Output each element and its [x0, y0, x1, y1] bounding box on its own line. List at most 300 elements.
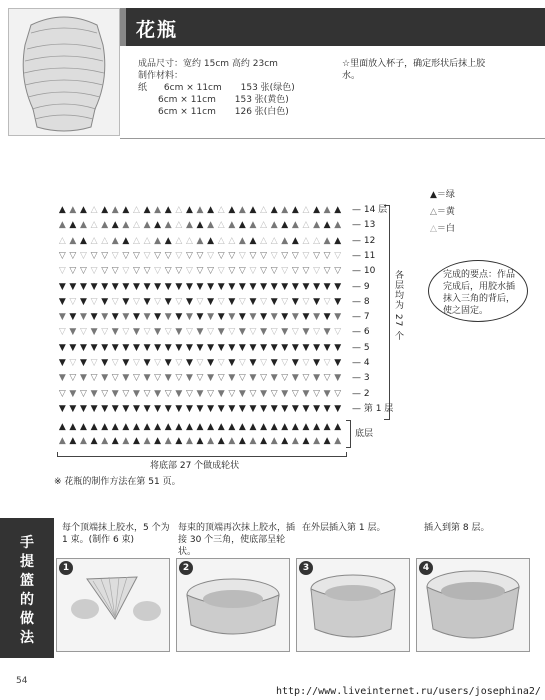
triangle-icon: ▼: [69, 388, 77, 399]
triangle-icon: ▲: [217, 422, 225, 432]
triangle-icon: ▼: [122, 373, 130, 384]
triangle-icon: ▽: [291, 266, 299, 277]
triangle-icon: ▲: [323, 436, 331, 446]
triangle-icon: ▽: [217, 358, 225, 368]
triangle-icon: ▽: [90, 250, 98, 261]
triangle-icon: ▲: [175, 422, 183, 432]
triangle-icon: ▽: [228, 250, 236, 261]
triangle-icon: ▼: [313, 342, 320, 353]
triangle-icon: ▽: [69, 358, 77, 368]
triangle-row: [57, 220, 343, 230]
row-label: — 4: [352, 358, 370, 368]
triangle-icon: ▽: [175, 296, 183, 307]
triangle-icon: ▼: [291, 296, 299, 307]
triangle-icon: ▼: [270, 312, 278, 323]
triangle-icon: ▽: [58, 388, 66, 399]
triangle-icon: ▽: [196, 266, 204, 277]
title-bar: [120, 8, 545, 46]
triangle-icon: ▲: [334, 235, 342, 246]
triangle-icon: ▼: [132, 388, 140, 399]
reference-note: ※ 花瓶的制作方法在第 51 页。: [54, 477, 181, 487]
triangle-icon: ▼: [323, 281, 331, 292]
triangle-icon: ▼: [111, 312, 119, 323]
triangle-icon: ▼: [69, 342, 77, 353]
triangle-icon: ▽: [164, 327, 172, 338]
triangle-icon: ▲: [101, 205, 109, 215]
triangle-icon: ▼: [281, 327, 289, 338]
triangle-icon: ▽: [101, 266, 109, 277]
triangle-icon: ▲: [69, 436, 77, 446]
triangle-icon: ▼: [101, 342, 109, 353]
triangle-icon: ▽: [270, 327, 278, 338]
triangle-icon: ▼: [260, 327, 268, 338]
triangle-icon: ▼: [164, 358, 172, 368]
triangle-icon: ▼: [175, 312, 183, 323]
triangle-icon: ▼: [111, 388, 119, 399]
triangle-icon: ▽: [122, 327, 130, 338]
triangle-icon: ▲: [228, 220, 236, 231]
triangle-icon: ▽: [291, 250, 299, 261]
triangle-icon: ▽: [122, 266, 130, 277]
triangle-icon: ▼: [122, 342, 130, 353]
triangle-icon: ▼: [58, 312, 66, 323]
triangle-icon: ▼: [249, 296, 257, 307]
footer-url[interactable]: http://www.liveinternet.ru/users/josephina2/: [276, 686, 541, 697]
triangle-row: [57, 205, 343, 215]
triangle-icon: △: [302, 220, 310, 231]
triangle-row: [57, 373, 343, 383]
page-number: 54: [16, 676, 28, 686]
legend-text: ＝绿: [436, 190, 455, 200]
triangle-icon: ▼: [143, 358, 151, 368]
triangle-icon: ▲: [80, 422, 87, 432]
triangle-icon: ▽: [207, 327, 215, 338]
triangle-icon: ▲: [228, 422, 236, 432]
triangle-icon: ▽: [164, 250, 172, 261]
triangle-icon: ▼: [334, 342, 342, 353]
triangle-icon: ▽: [217, 373, 225, 384]
triangle-icon: ▼: [111, 281, 119, 292]
triangle-icon: ▲: [122, 220, 130, 231]
triangle-icon: ▽: [281, 250, 289, 261]
triangle-icon: ▽: [132, 373, 140, 384]
triangle-icon: ▽: [143, 250, 151, 261]
triangle-icon: ▲: [281, 422, 289, 432]
triangle-icon: ▽: [207, 250, 215, 261]
triangle-icon: ▼: [238, 312, 246, 323]
triangle-icon: ▲: [334, 422, 342, 432]
triangle-icon: ▽: [207, 388, 215, 399]
triangle-icon: ▲: [69, 422, 77, 432]
triangle-icon: ▼: [217, 342, 225, 353]
triangle-icon: ▼: [334, 373, 342, 384]
triangle-icon: △: [132, 220, 140, 231]
triangle-row: [57, 327, 343, 337]
triangle-icon: ▼: [302, 281, 310, 292]
triangle-icon: ▼: [164, 296, 172, 307]
triangle-icon: ▼: [217, 403, 225, 414]
triangle-icon: ▽: [302, 358, 310, 368]
triangle-icon: ▽: [260, 296, 268, 307]
triangle-icon: ▽: [228, 266, 236, 277]
triangle-icon: ▽: [90, 358, 98, 368]
triangle-icon: ▼: [207, 296, 215, 307]
row-label: — 第 1 层: [352, 403, 394, 414]
step-number-badge: 1: [59, 561, 73, 575]
triangle-icon: ▲: [164, 422, 172, 432]
triangle-icon: ▽: [80, 327, 87, 338]
triangle-icon: ▲: [132, 436, 140, 446]
triangle-icon: ▼: [58, 358, 66, 368]
layers-bracket: [384, 205, 390, 420]
triangle-icon: ▲: [270, 436, 278, 446]
triangle-icon: ▲: [323, 220, 331, 231]
section-title-char: 做: [20, 611, 34, 627]
triangle-icon: ▽: [175, 266, 183, 277]
triangle-icon: ▲: [143, 220, 151, 231]
triangle-icon: ▼: [196, 388, 204, 399]
triangle-icon: ▽: [281, 358, 289, 368]
triangle-icon: ▲: [260, 422, 268, 432]
triangle-icon: ▼: [217, 312, 225, 323]
size-line: 成品尺寸：宽约 15cm 高约 23cm: [138, 59, 278, 69]
triangle-row: [57, 297, 343, 307]
triangle-icon: ▼: [228, 373, 236, 384]
triangle-icon: ▼: [111, 327, 119, 338]
triangle-icon: ▲: [291, 205, 299, 215]
triangle-icon: ▽: [154, 266, 162, 277]
triangle-icon: ▼: [196, 281, 204, 292]
triangle-icon: ▼: [260, 312, 268, 323]
triangle-icon: ▼: [143, 342, 151, 353]
row-label: — 7: [352, 312, 370, 323]
triangle-icon: ▲: [196, 205, 204, 215]
vase-photo: [8, 8, 120, 136]
legend-text: ＝黄: [436, 207, 455, 217]
triangle-icon: ▼: [175, 281, 183, 292]
base-label: 底层: [355, 429, 374, 439]
triangle-icon: ▼: [143, 281, 151, 292]
triangle-icon: ▼: [313, 373, 320, 384]
triangle-icon: ▽: [313, 327, 320, 338]
triangle-icon: ▼: [291, 312, 299, 323]
triangle-icon: ▼: [164, 373, 172, 384]
triangle-icon: ▽: [249, 327, 257, 338]
triangle-icon: ▼: [302, 312, 310, 323]
triangle-icon: ▼: [90, 312, 98, 323]
triangle-icon: ▼: [260, 403, 268, 414]
triangle-icon: ▼: [281, 388, 289, 399]
triangle-icon: ▲: [143, 205, 151, 215]
page-title: 花瓶: [136, 19, 179, 41]
triangle-icon: ▼: [80, 312, 87, 323]
triangle-icon: ▼: [270, 342, 278, 353]
row-label: — 9: [352, 281, 370, 292]
triangle-icon: ▲: [313, 436, 320, 446]
triangle-icon: ▽: [302, 266, 310, 277]
triangle-icon: ▲: [164, 205, 172, 215]
triangle-icon: ▽: [58, 327, 66, 338]
triangle-icon: ▽: [249, 388, 257, 399]
layers-side-label: 各层均为 27 个: [393, 270, 403, 342]
triangle-icon: ▼: [207, 403, 215, 414]
triangle-icon: ▽: [154, 358, 162, 368]
row-label: — 2: [352, 388, 370, 399]
triangle-icon: ▼: [302, 403, 310, 414]
triangle-icon: ▼: [313, 403, 320, 414]
triangle-icon: ▲: [196, 422, 204, 432]
step-number-badge: 3: [299, 561, 313, 575]
triangle-icon: ▲: [80, 235, 87, 246]
triangle-icon: ▲: [334, 205, 342, 215]
triangle-icon: ▲: [313, 205, 320, 215]
triangle-icon: ▼: [122, 358, 130, 368]
triangle-icon: ▼: [228, 281, 236, 292]
step-photo-4: [416, 558, 530, 652]
triangle-icon: ▼: [281, 342, 289, 353]
triangle-icon: ▽: [281, 266, 289, 277]
triangle-icon: ▼: [101, 358, 109, 368]
triangle-icon: ▽: [323, 250, 331, 261]
triangle-icon: △: [90, 235, 98, 246]
triangle-icon: ▽: [90, 296, 98, 307]
triangle-icon: ▽: [111, 373, 119, 384]
triangle-icon: ▽: [143, 327, 151, 338]
base-brace: [57, 452, 347, 457]
triangle-icon: ▲: [323, 235, 331, 246]
triangle-icon: ▽: [122, 250, 130, 261]
triangle-icon: ▲: [80, 205, 87, 215]
triangle-icon: ▼: [249, 342, 257, 353]
triangle-icon: ▼: [323, 312, 331, 323]
triangle-icon: ▼: [90, 403, 98, 414]
step-caption-1: 每个顶端抹上胶水，5 个为 1 束。(制作 6 束): [62, 523, 170, 545]
triangle-icon: ▼: [260, 342, 268, 353]
triangle-icon: ▲: [143, 436, 151, 446]
triangle-icon: ▼: [143, 296, 151, 307]
triangle-icon: ▼: [291, 373, 299, 384]
triangle-icon: ▲: [175, 436, 183, 446]
step-photo-2: [176, 558, 290, 652]
triangle-icon: ▲: [69, 220, 77, 231]
triangle-icon: ▲: [154, 205, 162, 215]
triangle-icon: ▼: [80, 281, 87, 292]
triangle-icon: ▲: [249, 235, 257, 246]
materials-label: 制作材料：: [138, 71, 184, 81]
triangle-row: [57, 312, 343, 322]
triangle-icon: ▼: [101, 373, 109, 384]
triangle-icon: △: [260, 235, 268, 246]
step-number-badge: 4: [419, 561, 433, 575]
triangle-icon: ▲: [154, 235, 162, 246]
section-title-text: [0, 534, 54, 648]
triangle-icon: ▼: [281, 403, 289, 414]
triangle-icon: ▽: [132, 358, 140, 368]
triangle-icon: ▼: [207, 342, 215, 353]
triangle-icon: ▽: [69, 250, 77, 261]
triangle-icon: ▽: [323, 266, 331, 277]
triangle-icon: ▼: [334, 358, 342, 368]
triangle-icon: ▲: [281, 235, 289, 246]
triangle-icon: △: [302, 205, 310, 215]
triangle-icon: △: [260, 205, 268, 215]
triangle-icon: ▽: [270, 250, 278, 261]
triangle-icon: △: [101, 235, 109, 246]
triangle-icon: ▽: [260, 266, 268, 277]
triangle-icon: △: [175, 205, 183, 215]
triangle-icon: ▲: [313, 220, 320, 231]
triangle-icon: ▽: [185, 327, 193, 338]
triangle-icon: △: [132, 205, 140, 215]
triangle-row: [57, 282, 343, 292]
triangle-icon: ▼: [154, 342, 162, 353]
triangle-icon: ▼: [228, 358, 236, 368]
triangle-icon: ▽: [249, 250, 257, 261]
triangle-icon: ▲: [164, 436, 172, 446]
triangle-icon: ▼: [122, 403, 130, 414]
triangle-icon: ▼: [249, 373, 257, 384]
triangle-icon: ▼: [101, 281, 109, 292]
triangle-icon: ▲: [238, 220, 246, 231]
triangle-icon: ▽: [334, 388, 342, 399]
triangle-icon: ▽: [69, 373, 77, 384]
triangle-icon: ▲: [207, 220, 215, 231]
triangle-icon: ▼: [313, 358, 320, 368]
header: [0, 0, 545, 140]
triangle-icon: ▽: [69, 296, 77, 307]
triangle-icon: ▽: [334, 266, 342, 277]
triangle-icon: ▼: [313, 312, 320, 323]
triangle-icon: △: [175, 220, 183, 231]
triangle-icon: ▽: [185, 250, 193, 261]
triangle-icon: ▽: [175, 250, 183, 261]
base-bracket: [346, 420, 351, 448]
triangle-icon: ▼: [228, 296, 236, 307]
triangle-icon: ▲: [249, 220, 257, 231]
tip-bubble: 完成的要点：作品完成后，用胶水插抹入三角的背后，使之固定。: [428, 260, 528, 322]
triangle-dark-icon: ▲: [430, 190, 437, 200]
triangle-icon: ▽: [313, 250, 320, 261]
triangle-icon: △: [90, 205, 98, 215]
triangle-icon: ▲: [111, 220, 119, 231]
triangle-icon: ▽: [185, 388, 193, 399]
triangle-icon: ▲: [281, 220, 289, 231]
assembly-note: ☆里面放入杯子，确定形状后抹上胶水。: [342, 59, 486, 81]
triangle-icon: ▲: [80, 220, 87, 231]
triangle-icon: ▼: [323, 327, 331, 338]
triangle-icon: ▲: [270, 205, 278, 215]
triangle-icon: ▽: [291, 327, 299, 338]
triangle-icon: ▽: [238, 358, 246, 368]
triangle-icon: ▼: [154, 327, 162, 338]
triangle-icon: ▲: [90, 436, 98, 446]
triangle-icon: ▼: [302, 388, 310, 399]
triangle-icon: ▲: [281, 205, 289, 215]
triangle-icon: ▼: [143, 312, 151, 323]
triangle-icon: ▼: [291, 342, 299, 353]
triangle-icon: ▲: [334, 220, 342, 231]
triangle-icon: ▼: [175, 403, 183, 414]
legend-text: ＝白: [436, 224, 455, 234]
triangle-icon: ▲: [111, 235, 119, 246]
triangle-icon: ▼: [334, 281, 342, 292]
triangle-icon: ▼: [154, 403, 162, 414]
triangle-icon: ▲: [302, 436, 310, 446]
triangle-icon: ▲: [249, 205, 257, 215]
triangle-icon: ▼: [122, 281, 130, 292]
triangle-icon: ▼: [132, 403, 140, 414]
triangle-row: [57, 389, 343, 399]
triangle-icon: ▲: [154, 220, 162, 231]
triangle-icon: ▼: [132, 312, 140, 323]
triangle-icon: ▲: [323, 205, 331, 215]
section-title-char: 手: [20, 535, 34, 551]
triangle-icon: ▼: [207, 312, 215, 323]
triangle-icon: ▽: [334, 250, 342, 261]
row-label: — 6: [352, 327, 370, 338]
triangle-icon: ▲: [291, 422, 299, 432]
triangle-icon: ▽: [323, 358, 331, 368]
triangle-icon: ▼: [217, 388, 225, 399]
triangle-icon: ▽: [238, 296, 246, 307]
triangle-icon: ▼: [281, 312, 289, 323]
triangle-icon: ▲: [270, 220, 278, 231]
triangle-icon: ▼: [185, 312, 193, 323]
triangle-row: [57, 358, 343, 368]
triangle-icon: ▽: [80, 266, 87, 277]
triangle-icon: ▼: [154, 281, 162, 292]
triangle-icon: ▲: [238, 205, 246, 215]
triangle-icon: ▲: [196, 436, 204, 446]
triangle-icon: ▼: [90, 281, 98, 292]
triangle-icon: △: [185, 235, 193, 246]
triangle-icon: ▼: [175, 342, 183, 353]
triangle-icon: ▼: [207, 281, 215, 292]
basket-section: [0, 518, 545, 658]
triangle-icon: ▽: [164, 266, 172, 277]
row-label: — 5: [352, 342, 370, 353]
triangle-icon: ▲: [291, 220, 299, 231]
triangle-icon: ▲: [122, 235, 130, 246]
triangle-icon: ▼: [164, 403, 172, 414]
triangle-icon: ▼: [101, 296, 109, 307]
triangle-icon: ▼: [143, 403, 151, 414]
triangle-icon: ▼: [132, 342, 140, 353]
triangle-icon: ▽: [260, 250, 268, 261]
triangle-icon: ▽: [101, 388, 109, 399]
row-label: — 3: [352, 373, 370, 384]
header-divider: [120, 138, 545, 139]
triangle-icon: ▲: [154, 422, 162, 432]
color-legend: [430, 187, 455, 238]
triangle-icon: ▼: [270, 281, 278, 292]
triangle-icon: ▼: [270, 296, 278, 307]
triangle-icon: ▼: [323, 403, 331, 414]
triangle-icon: ▲: [69, 235, 77, 246]
triangle-icon: ▲: [164, 220, 172, 231]
material-count: 126 张(白色): [234, 107, 289, 117]
step-caption-2: 每束的顶端再次抹上胶水，插接 30 个三角，使底部呈轮状。: [178, 523, 296, 557]
triangle-icon: ▽: [196, 250, 204, 261]
triangle-icon: ▽: [313, 266, 320, 277]
triangle-icon: ▽: [143, 388, 151, 399]
triangle-icon: ▲: [122, 422, 130, 432]
triangle-icon: ▼: [260, 281, 268, 292]
triangle-icon: ▽: [217, 250, 225, 261]
triangle-icon: ▼: [111, 342, 119, 353]
triangle-icon: △: [228, 235, 236, 246]
triangle-icon: ▲: [196, 220, 204, 231]
